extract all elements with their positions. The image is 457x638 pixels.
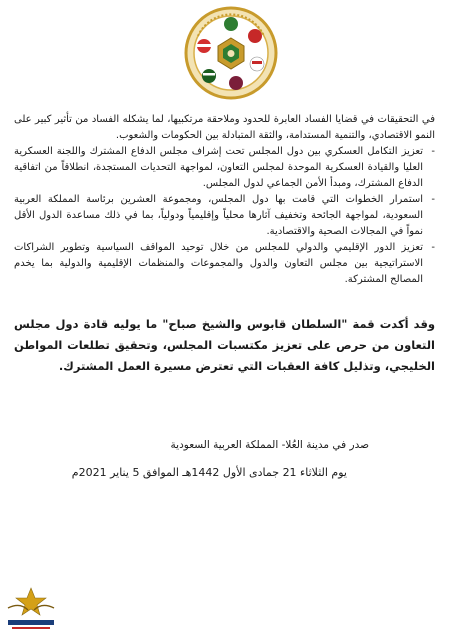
- intro-paragraph: في التحقيقات في قضايا الفساد العابرة للحدود وملاحقة مرتكبيها، لما يشكله الفساد من تأثير كبير على النمو الاقتصادي، والتنمية المستدامة، والثقة المتبادلة بين الحكومات والشعوب.: [14, 114, 435, 141]
- point-text: تعزيز الدور الإقليمي والدولي للمجلس من خلال توحيد المواقف السياسية وتطوير الشراكات الاستراتيجية بين مجلس التعاون والدول والمجموعات والمنظمات الإقليمية والدولية بما يخدم المصالح المشتركة.: [14, 242, 423, 285]
- issued-place: صدر في مدينة العُلا- المملكة العربية السعودية: [170, 439, 369, 451]
- bullet-dash: -: [431, 242, 435, 253]
- point-text: تعزيز التكامل العسكري بين دول المجلس تحت إشراف مجلس الدفاع المشترك واللجنة العسكرية العليا والقيادة العسكرية الموحدة لمجلس التعاون، لمواجهة التحديات المستجدة، انطلاقاً من اتفاقية الدفاع المشترك، ومبدأ الأمن الجماعي لدول المجلس.: [14, 146, 423, 189]
- list-item: [14, 240, 435, 288]
- gcc-emblem-logo: [184, 6, 278, 100]
- points-list: [14, 144, 435, 288]
- bullet-dash: -: [431, 146, 435, 157]
- issued-date: يوم الثلاثاء 21 جمادى الأول 1442هـ الموافق 5 يناير 2021م: [71, 466, 347, 479]
- bullet-dash: -: [431, 194, 435, 205]
- closing-paragraph: وقد أكدت قمة "السلطان قابوس والشيخ صباح" ما يوليه قادة دول مجلس التعاون من حرص على تعزيز مكتسبات المجلس، وتحقيق تطلعات المواطن الخليجي، وتذليل كافة العقبات التي تعترض مسيرة العمل المشترك.: [14, 317, 435, 373]
- arab-defense-forum-watermark-logo: [2, 584, 60, 634]
- list-item: [14, 192, 435, 240]
- point-text: استمرار الخطوات التي قامت بها دول المجلس، ومجموعة العشرين برئاسة المملكة العربية السعودية، لمواجهة الجائحة وتخفيف آثارها محلياً وإقليمياً ودولياً، بما في ذلك مساعدة الدول الأقل نمواً في المجالات الصحية والاقتصادية.: [14, 194, 423, 237]
- statement-body: [14, 112, 435, 389]
- list-item: [14, 144, 435, 192]
